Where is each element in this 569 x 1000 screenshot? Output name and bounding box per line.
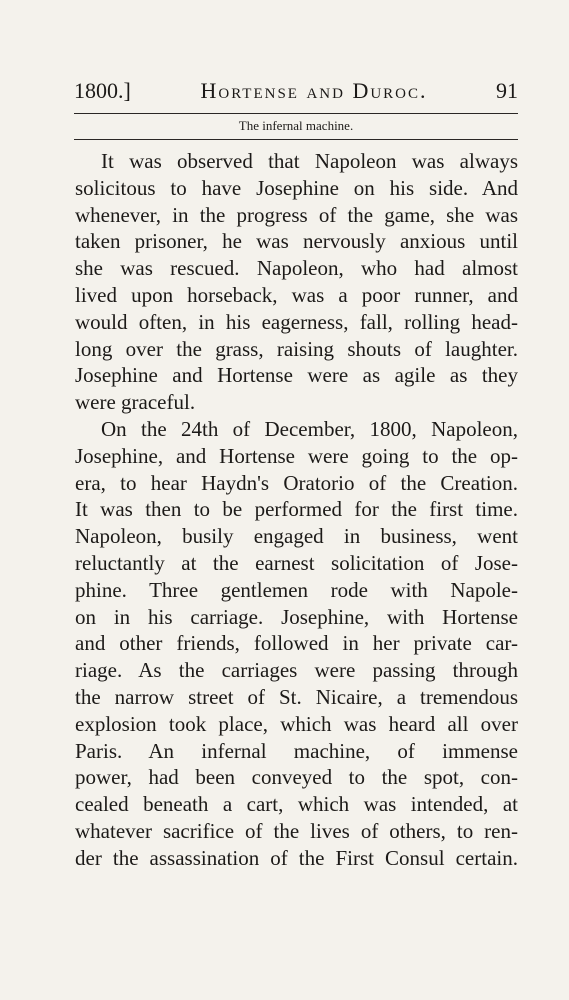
text-line: riage. As the carriages were passing through xyxy=(75,658,518,683)
text-line: power, had been conveyed to the spot, con- xyxy=(75,765,518,790)
header-rule-top xyxy=(74,113,518,114)
text-line: lived upon horseback, was a poor runner, and xyxy=(75,282,518,307)
page-number: 91 xyxy=(496,78,518,103)
text-line: on in his carriage. Josephine, with Hortense xyxy=(75,604,518,629)
text-line: explosion took place, which was heard all over xyxy=(75,711,518,736)
text-line: Josephine and Hortense were as agile as they xyxy=(75,363,518,388)
text-line: On the 24th of December, 1800, Napoleon, xyxy=(101,416,518,441)
text-line: Napoleon, busily engaged in business, went xyxy=(75,524,518,549)
text-line: phine. Three gentlemen rode with Napole- xyxy=(75,577,518,602)
text-line: were graceful. xyxy=(75,390,196,415)
text-line: reluctantly at the earnest solicitation of Jose- xyxy=(75,550,518,575)
text-line: solicitous to have Josephine on his side. And xyxy=(75,175,518,200)
text-line: she was rescued. Napoleon, who had almost xyxy=(75,256,518,281)
body-text xyxy=(75,148,518,872)
text-line: taken prisoner, he was nervously anxious until xyxy=(75,229,518,254)
header-title: Hortense and Duroc. xyxy=(200,78,428,103)
text-line: the narrow street of St. Nicaire, a tremendous xyxy=(75,684,518,709)
section-subheading: The infernal machine. xyxy=(238,118,354,133)
header-rule-bottom xyxy=(74,139,518,140)
text-line: long over the grass, raising shouts of laughter. xyxy=(75,336,518,361)
text-line: and other friends, followed in her private car- xyxy=(75,631,518,656)
text-line: der the assassination of the First Consul certain. xyxy=(75,845,518,870)
text-line: Josephine, and Hortense were going to the op- xyxy=(75,443,518,468)
text-line: cealed beneath a cart, which was intended, at xyxy=(75,792,518,817)
text-line: whenever, in the progress of the game, she was xyxy=(75,202,518,227)
text-line: It was then to be performed for the first time. xyxy=(75,497,518,522)
text-line: would often, in his eagerness, fall, rolling head- xyxy=(75,309,518,334)
text-line: Paris. An infernal machine, of immense xyxy=(75,738,518,763)
text-line: era, to hear Haydn's Oratorio of the Creation. xyxy=(75,470,518,495)
text-line: whatever sacrifice of the lives of others, to ren- xyxy=(75,818,518,843)
running-head xyxy=(74,76,518,106)
header-year: 1800.] xyxy=(74,78,131,103)
text-line: It was observed that Napoleon was always xyxy=(101,149,518,173)
